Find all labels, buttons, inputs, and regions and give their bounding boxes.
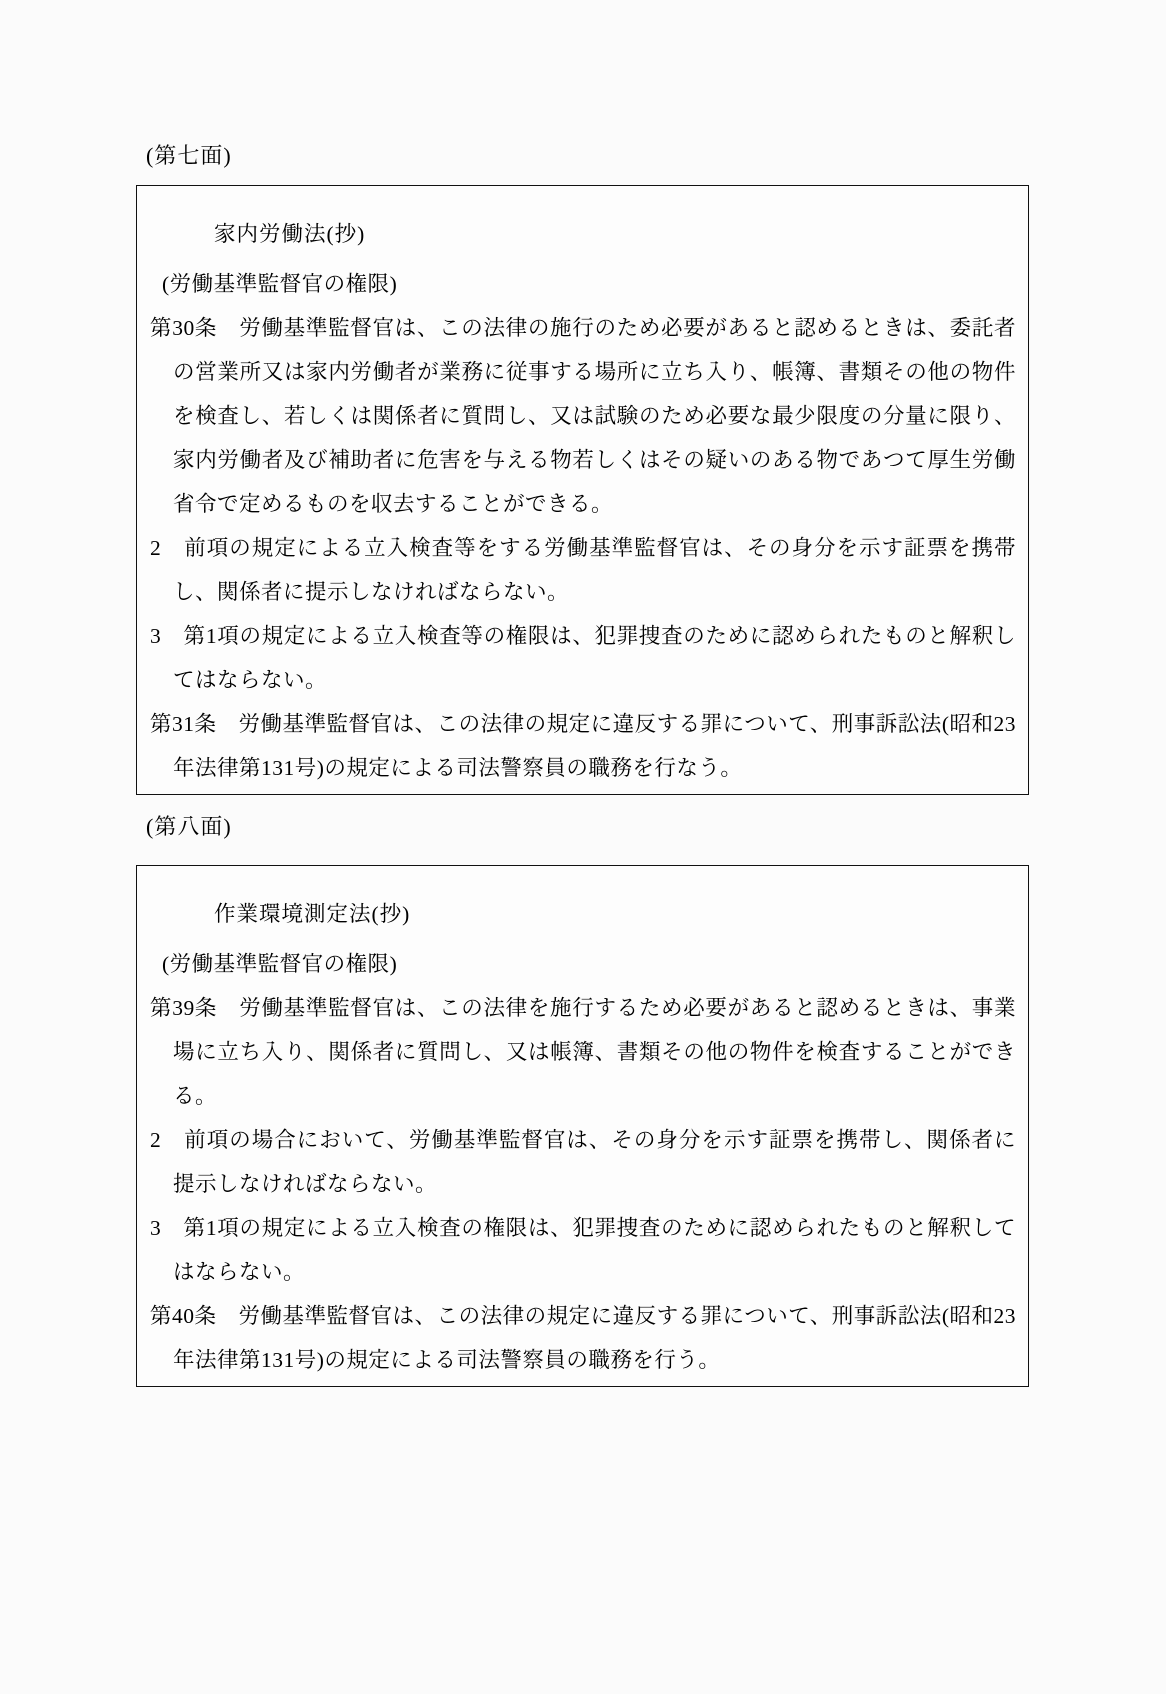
article-39-paragraph: 第39条 労働基準監督官は、この法律を施行するため必要があると認めるときは、事業場に立ち入り、関係者に質問し、又は帳簿、書類その他の物件を検査することができる。 bbox=[150, 996, 1016, 1108]
article-30-item-2: 2 前項の規定による立入検査等をする労働基準監督官は、その身分を示す証票を携帯し、関係者に提示しなければならない。 bbox=[150, 536, 1016, 604]
law-title: 作業環境測定法(抄) bbox=[214, 902, 411, 926]
page-seven-label: (第七面) bbox=[146, 143, 232, 168]
article-39-item-2: 2 前項の場合において、労働基準監督官は、その身分を示す証票を携帯し、関係者に提示しなければならない。 bbox=[150, 1128, 1016, 1196]
article-39-item-3: 3 第1項の規定による立入検査の権限は、犯罪捜査のために認められたものと解釈してはならない。 bbox=[150, 1216, 1016, 1284]
article-30-item-3: 3 第1項の規定による立入検査等の権限は、犯罪捜査のために認められたものと解釈してはならない。 bbox=[150, 624, 1016, 692]
article-30-paragraph: 第30条 労働基準監督官は、この法律の施行のため必要があると認めるときは、委託者の営業所又は家内労働者が業務に従事する場所に立ち入り、帳簿、書類その他の物件を検査し、若しくは関係者に質問し、又は試験のため必要な最少限度の分量に限り、家内労働者及び補助者に危害を与える物若しくはその疑いのある物であつて厚生労働省令で定めるものを収去することができる。 bbox=[150, 316, 1016, 516]
law-title: 家内労働法(抄) bbox=[214, 222, 366, 246]
page-eight-label: (第八面) bbox=[146, 814, 232, 839]
working-environment-measurement-act-box bbox=[136, 865, 1029, 1387]
section-heading: (労働基準監督官の権限) bbox=[162, 952, 398, 976]
industrial-homework-act-box bbox=[136, 185, 1029, 795]
article-31-paragraph: 第31条 労働基準監督官は、この法律の規定に違反する罪について、刑事訴訟法(昭和23年法律第131号)の規定による司法警察員の職務を行なう。 bbox=[150, 712, 1016, 780]
section-heading: (労働基準監督官の権限) bbox=[162, 272, 398, 296]
article-40-paragraph: 第40条 労働基準監督官は、この法律の規定に違反する罪について、刑事訴訟法(昭和23年法律第131号)の規定による司法警察員の職務を行う。 bbox=[150, 1304, 1016, 1372]
